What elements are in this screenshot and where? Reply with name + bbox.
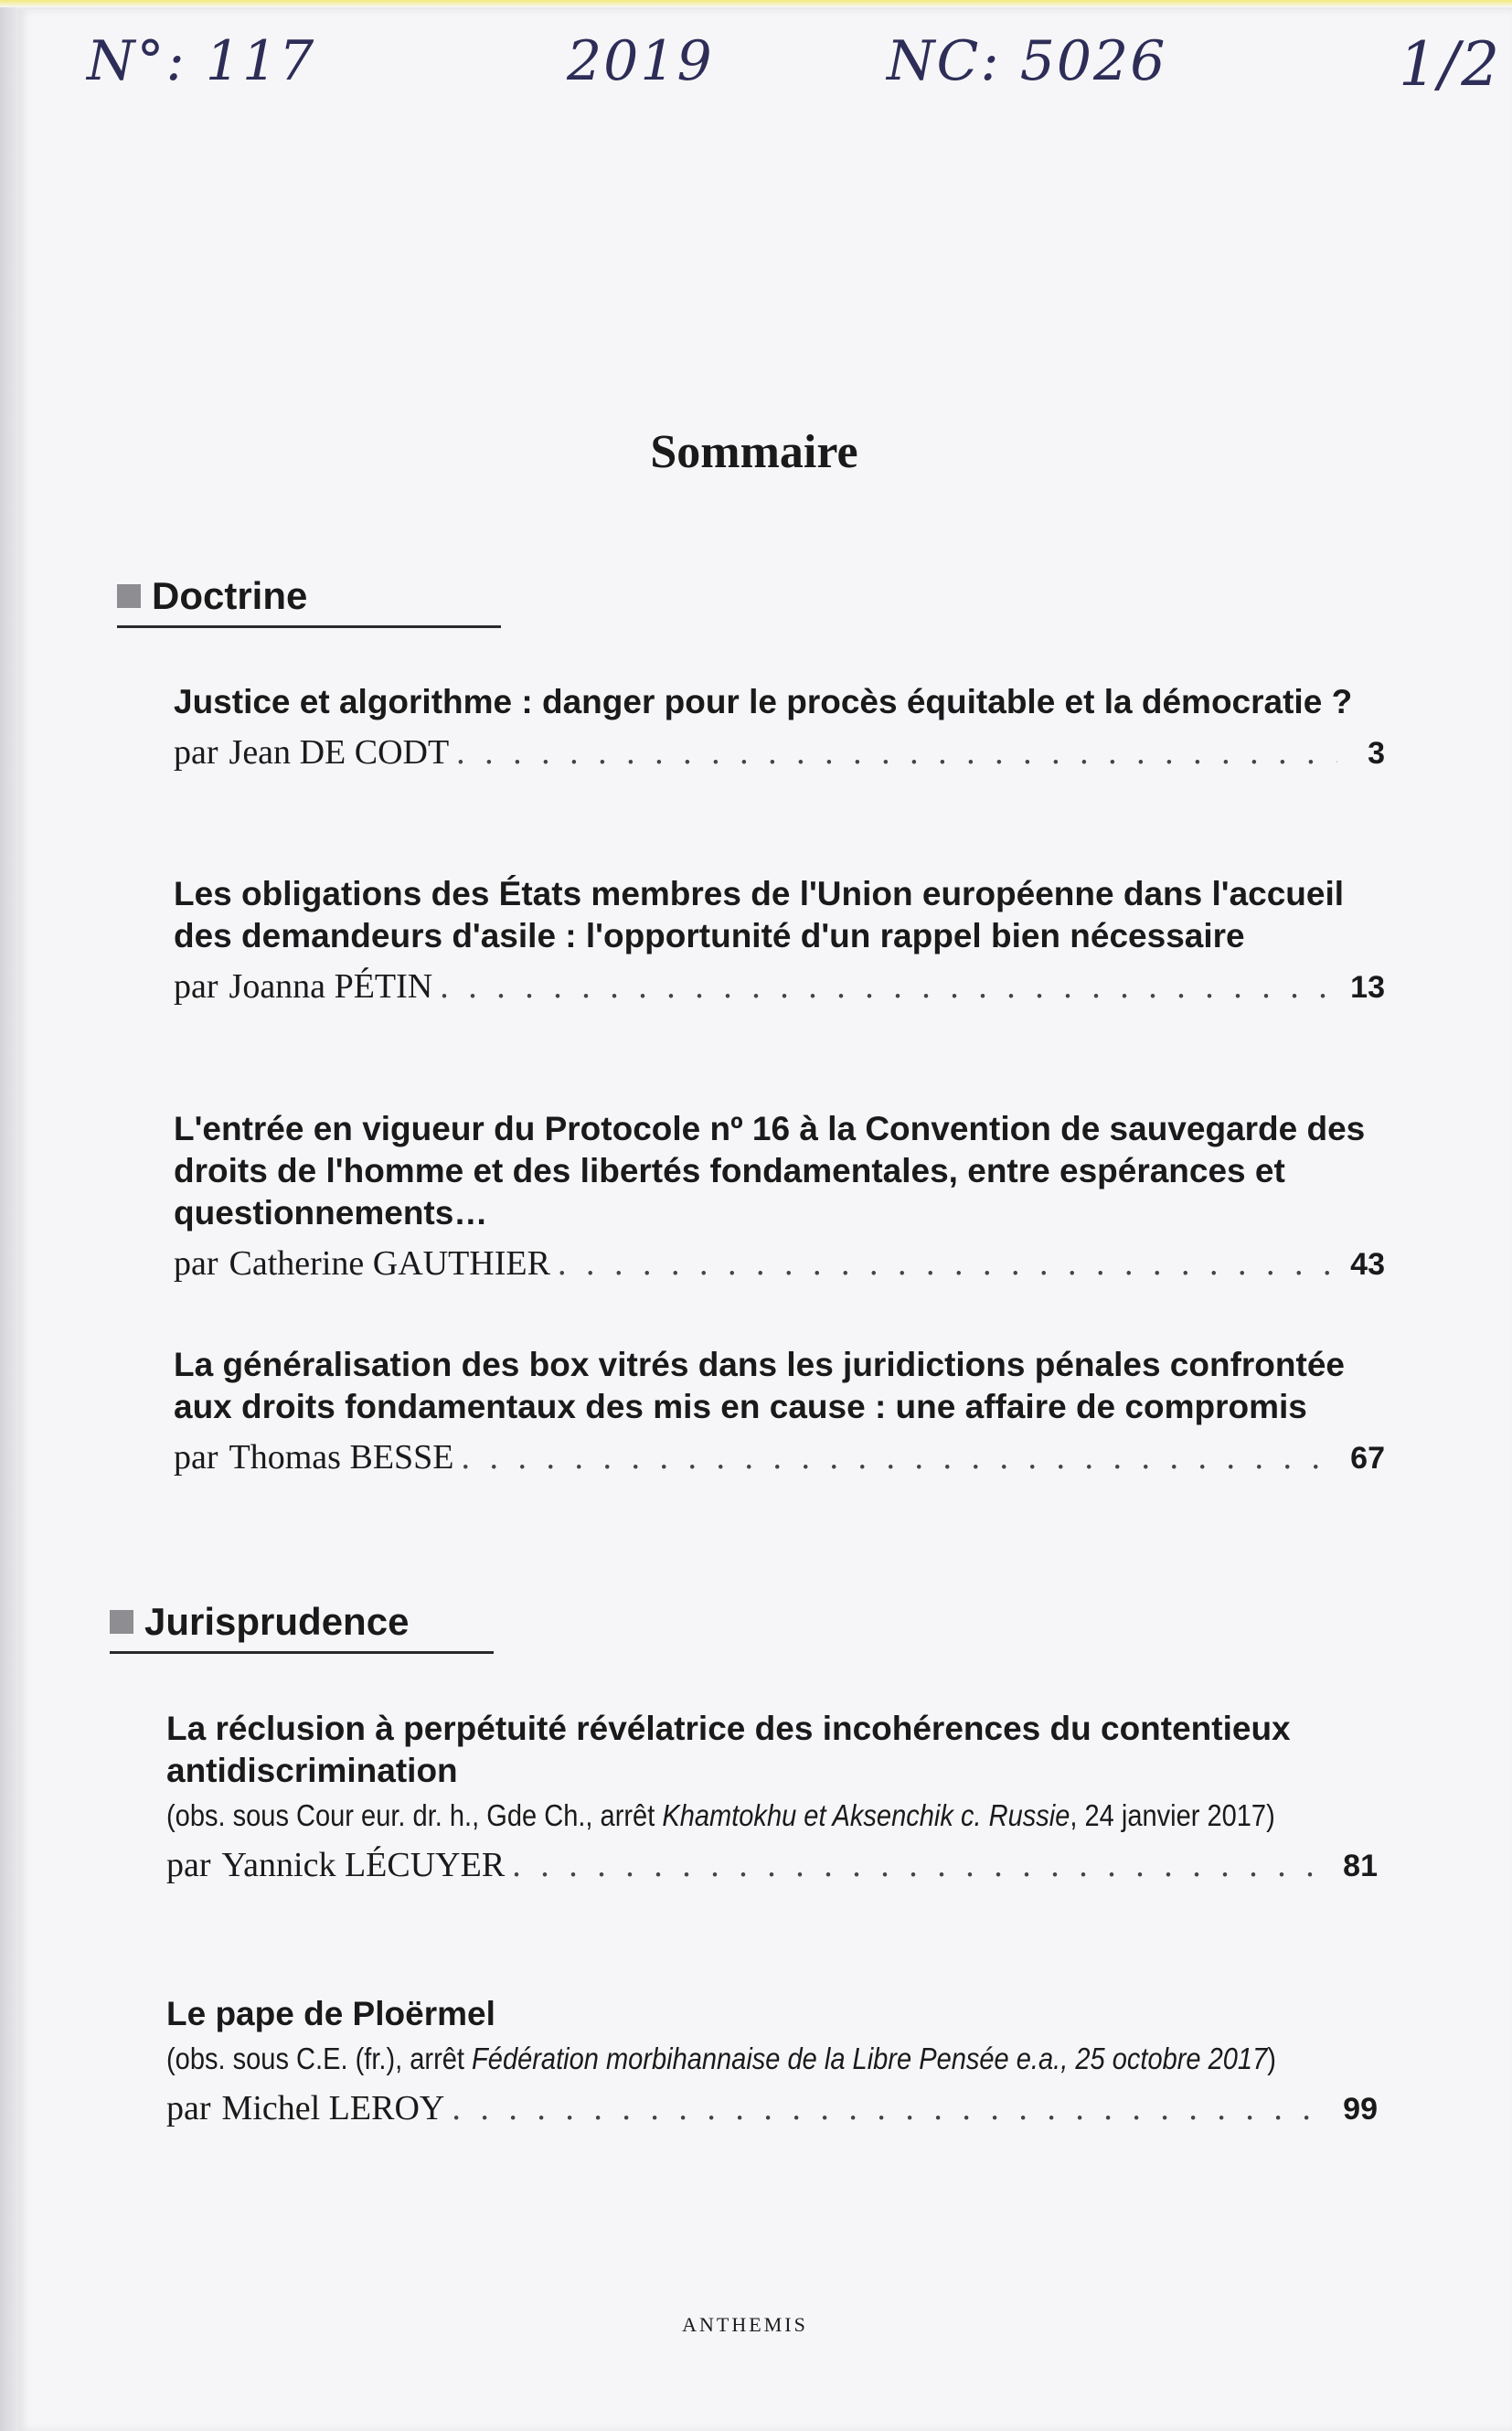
page-number: 13 — [1350, 970, 1385, 1005]
toc-entry[interactable] — [166, 1993, 1378, 2128]
leader-dots — [440, 966, 1337, 1007]
leader-dots — [456, 732, 1337, 773]
case-note: (obs. sous C.E. (fr.), arrêt Fédération morbihannaise de la Libre Pensée e.a., 25 octobre 2017) — [166, 2042, 1276, 2075]
top-edge-strip — [0, 0, 1512, 7]
entry-title: Justice et algorithme : danger pour le procès équitable et la démocratie ? — [174, 683, 1353, 720]
handwritten-annotations — [18, 29, 1512, 112]
toc-entry[interactable] — [166, 1708, 1378, 1885]
author-line — [166, 2088, 1378, 2128]
author-name: Thomas BESSE — [229, 1438, 454, 1477]
handwritten-part: 1/2 — [1399, 29, 1502, 100]
section-heading-doctrine — [117, 574, 501, 628]
entry-title: L'entrée en vigueur du Protocole nº 16 à la Convention de sauvegarde des droits de l'homme et des libertés fondamentales, entre espérances et questionnements… — [174, 1110, 1366, 1231]
entry-title: La réclusion à perpétuité révélatrice des incohérences du contentieux antidiscrimination — [166, 1710, 1291, 1789]
author-prefix: par — [166, 2089, 211, 2127]
toc-entry[interactable] — [174, 1108, 1385, 1284]
author-prefix: par — [174, 967, 218, 1006]
author-name: Catherine GAUTHIER — [229, 1244, 550, 1283]
page-number: 99 — [1343, 2092, 1378, 2127]
page-number: 67 — [1350, 1441, 1385, 1476]
page-number: 43 — [1350, 1247, 1385, 1282]
author-prefix: par — [166, 1846, 211, 1884]
leader-dots — [462, 1437, 1337, 1477]
page-number: 81 — [1343, 1849, 1378, 1883]
leader-dots — [452, 2088, 1330, 2128]
handwritten-year: 2019 — [567, 29, 714, 93]
section-heading-jurisprudence — [110, 1600, 494, 1654]
toc-entry[interactable] — [174, 1344, 1385, 1477]
handwritten-nc: NC: 5026 — [887, 29, 1167, 93]
entry-title: Le pape de Ploërmel — [166, 1995, 495, 2032]
author-line — [174, 732, 1385, 773]
author-name: Jean DE CODT — [229, 733, 450, 772]
author-line — [174, 966, 1385, 1007]
toc-entry[interactable] — [174, 873, 1385, 1007]
section-heading-label: Doctrine — [152, 574, 308, 617]
author-prefix: par — [174, 733, 218, 772]
author-prefix: par — [174, 1244, 218, 1283]
author-prefix: par — [174, 1438, 218, 1477]
handwritten-number: N°: 117 — [87, 29, 316, 93]
page-number: 3 — [1368, 736, 1385, 771]
section-heading-label: Jurisprudence — [144, 1600, 410, 1643]
author-line — [166, 1845, 1378, 1885]
square-bullet-icon — [117, 584, 141, 608]
author-line — [174, 1243, 1385, 1284]
author-name: Michel LEROY — [221, 2089, 445, 2127]
square-bullet-icon — [110, 1610, 133, 1634]
case-note: (obs. sous Cour eur. dr. h., Gde Ch., arrêt Khamtokhu et Aksenchik c. Russie, 24 janvier 2017) — [166, 1798, 1275, 1832]
leader-dots — [512, 1845, 1330, 1885]
entry-title: La généralisation des box vitrés dans les juridictions pénales confrontée aux droits fondamentaux des mis en cause : une affaire de compromis — [174, 1346, 1345, 1425]
author-name: Joanna PÉTIN — [229, 967, 433, 1006]
publisher-footer: ANTHEMIS — [682, 2313, 808, 2336]
toc-entry[interactable] — [174, 681, 1385, 773]
author-line — [174, 1437, 1385, 1477]
author-name: Yannick LÉCUYER — [221, 1846, 506, 1884]
leader-dots — [558, 1243, 1337, 1284]
document-page — [18, 9, 1512, 2431]
spine-shadow — [0, 0, 18, 2431]
page-title: Sommaire — [650, 426, 858, 478]
entry-title: Les obligations des États membres de l'Union européenne dans l'accueil des demandeurs d'asile : l'opportunité d'un rappel bien nécessaire — [174, 875, 1345, 954]
